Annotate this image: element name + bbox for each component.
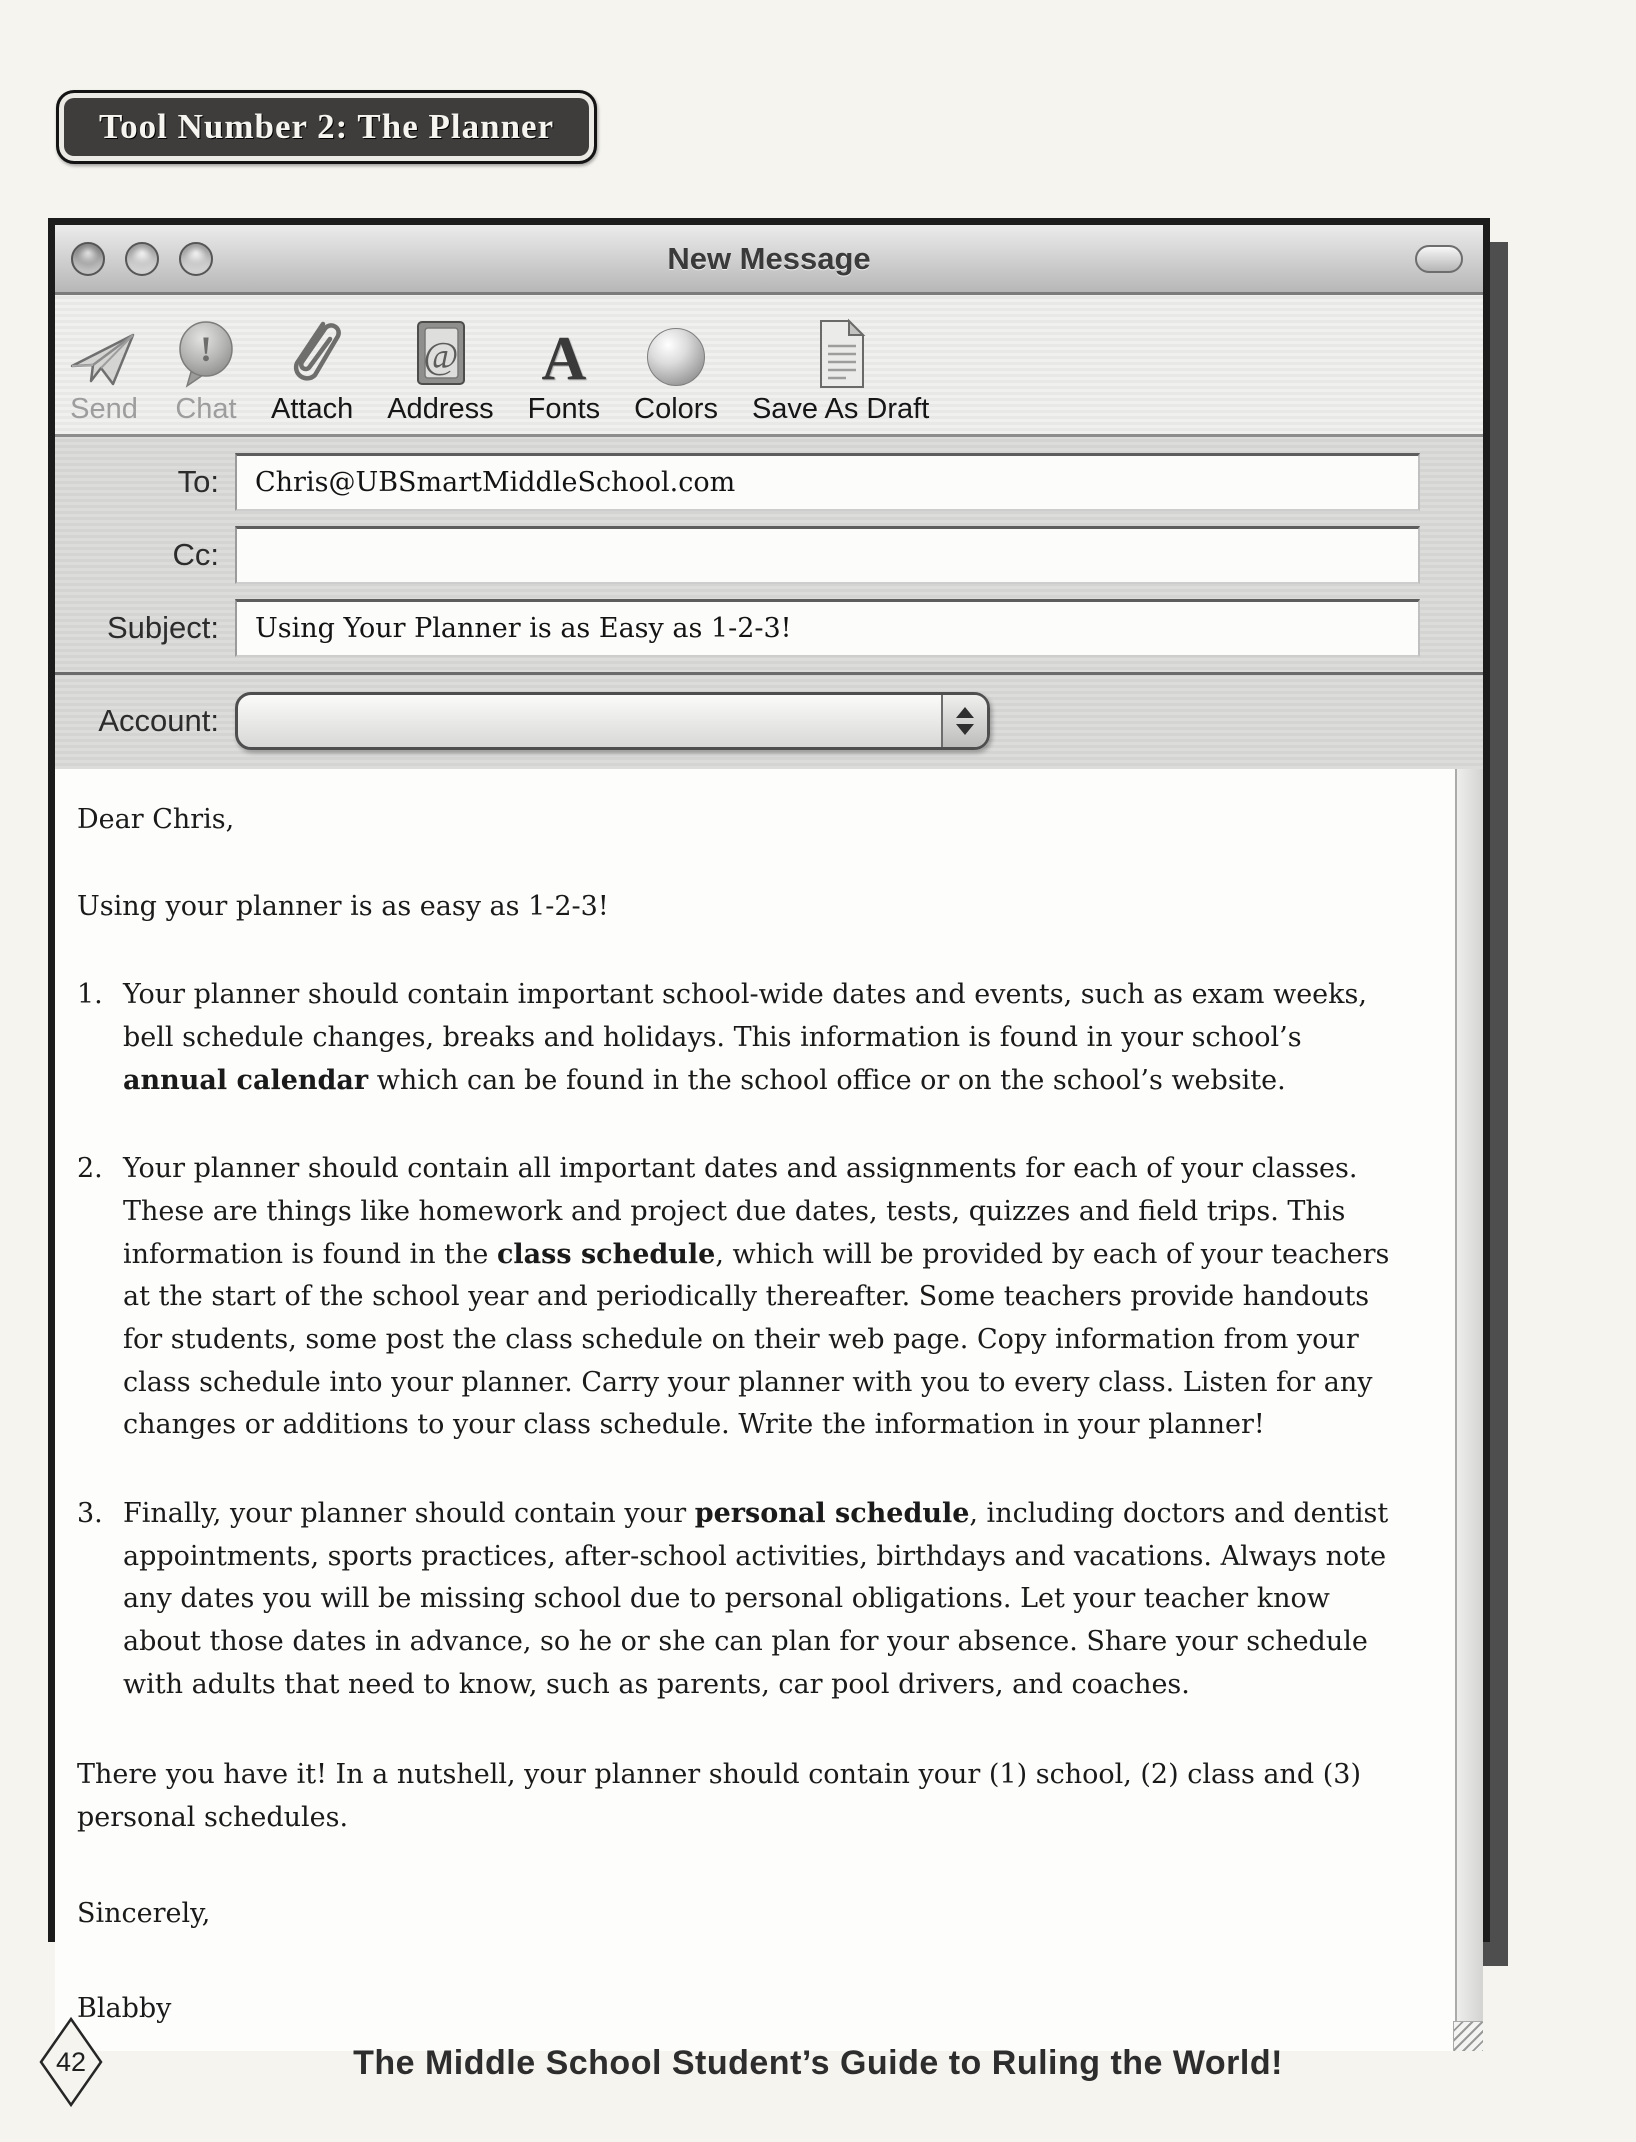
address-button[interactable] xyxy=(387,314,493,426)
to-row xyxy=(55,453,1483,511)
to-input[interactable] xyxy=(235,453,1420,511)
send-label: Send xyxy=(70,393,138,425)
account-select[interactable] xyxy=(235,692,990,750)
close-button[interactable] xyxy=(71,242,105,276)
account-label: Account: xyxy=(98,703,219,738)
draft-document-icon xyxy=(813,314,869,390)
intro-line: Using your planner is as easy as 1-2-3! xyxy=(77,890,609,922)
stepper-down-icon xyxy=(956,724,974,735)
list-item xyxy=(77,1493,1413,1706)
section-badge-label: Tool Number 2: The Planner xyxy=(99,107,555,146)
compose-toolbar xyxy=(55,295,1483,437)
minimize-button[interactable] xyxy=(125,242,159,276)
header-fields-panel xyxy=(55,437,1483,769)
window-title: New Message xyxy=(667,240,871,276)
toolbar-toggle-button[interactable] xyxy=(1415,245,1463,273)
footer-book-title: The Middle School Student’s Guide to Ruling the World! xyxy=(353,2044,1283,2082)
window-controls xyxy=(71,242,213,276)
send-button[interactable] xyxy=(67,314,141,426)
window-titlebar[interactable] xyxy=(55,225,1483,295)
list-item-text: Your planner should contain all important dates and assignments for each of your classes. These are things like homework and project due dates, tests, quizzes and field trips. This information is found in the class schedule, which will be provided by each of your teachers at the start of the school year and periodically thereafter. Some teachers provide handouts for students, some post the class schedule on their web page. Copy information from your class schedule into your planner. Carry your planner with you to every class. Listen for any changes or additions to your class schedule. Write the information in your planner! xyxy=(123,1153,1390,1441)
address-label: Address xyxy=(387,393,494,425)
fonts-button[interactable] xyxy=(528,314,601,426)
cc-row xyxy=(55,526,1483,584)
subject-input[interactable] xyxy=(235,599,1420,657)
svg-text:!: ! xyxy=(200,329,212,369)
message-body-textarea[interactable] xyxy=(55,769,1483,2051)
account-stepper[interactable] xyxy=(941,695,987,747)
greeting-line: Dear Chris, xyxy=(77,804,235,835)
zoom-button[interactable] xyxy=(179,242,213,276)
list-item xyxy=(77,974,1413,1102)
subject-value: Using Your Planner is as Easy as 1-2-3! xyxy=(255,613,792,644)
list-number: 3. xyxy=(77,1497,103,1529)
colors-label: Colors xyxy=(634,393,718,425)
list-item-text: Your planner should contain important school-wide dates and events, such as exam weeks, bell schedule changes, breaks and holidays. This information is found in your school’s annual calendar which can be found in the school office or on the school’s website. xyxy=(123,979,1367,1096)
chat-icon xyxy=(175,314,237,390)
list-number: 1. xyxy=(77,979,103,1011)
account-row xyxy=(55,675,1483,769)
section-badge xyxy=(56,90,597,164)
fonts-icon: A xyxy=(541,325,587,393)
vertical-scrollbar[interactable] xyxy=(1455,769,1483,2051)
closing-line: Sincerely, xyxy=(77,1898,211,1930)
list-item xyxy=(77,1148,1413,1447)
svg-text:@: @ xyxy=(423,335,459,377)
to-label: To: xyxy=(177,464,219,499)
colors-button[interactable] xyxy=(634,314,718,426)
attach-label: Attach xyxy=(271,393,354,425)
address-book-icon xyxy=(410,314,470,390)
chat-button[interactable] xyxy=(175,314,237,426)
colors-icon xyxy=(647,314,705,390)
attach-button[interactable] xyxy=(271,314,353,426)
cc-label: Cc: xyxy=(172,537,219,572)
signature-line: Blabby xyxy=(77,1993,172,2025)
subject-row xyxy=(55,599,1483,657)
outro-line: There you have it! In a nutshell, your planner should contain your (1) school, (2) class and (3) personal schedules. xyxy=(77,1759,1361,1833)
subject-label: Subject: xyxy=(106,610,219,645)
chat-label: Chat xyxy=(175,393,237,425)
fonts-label: Fonts xyxy=(527,393,601,425)
send-icon xyxy=(67,314,141,390)
list-number: 2. xyxy=(77,1153,103,1185)
cc-input[interactable] xyxy=(235,526,1420,584)
save-as-draft-button[interactable] xyxy=(752,314,929,426)
list-item-text: Finally, your planner should contain your personal schedule, including doctors and dentist appointments, sports practices, after-school activities, birthdays and vacations. Always note any dates you will be missing school due to personal obligations. Let your teacher know about those dates in advance, so he or she can plan for your absence. Share your schedule with adults that need to know, such as parents, car pool drivers, and coaches. xyxy=(123,1497,1389,1700)
save-as-draft-label: Save As Draft xyxy=(751,393,930,425)
new-message-window xyxy=(48,218,1490,2025)
stepper-up-icon xyxy=(956,707,974,718)
paperclip-icon xyxy=(282,314,342,390)
page-number: 42 xyxy=(55,2046,87,2077)
to-value: Chris@UBSmartMiddleSchool.com xyxy=(255,467,736,498)
